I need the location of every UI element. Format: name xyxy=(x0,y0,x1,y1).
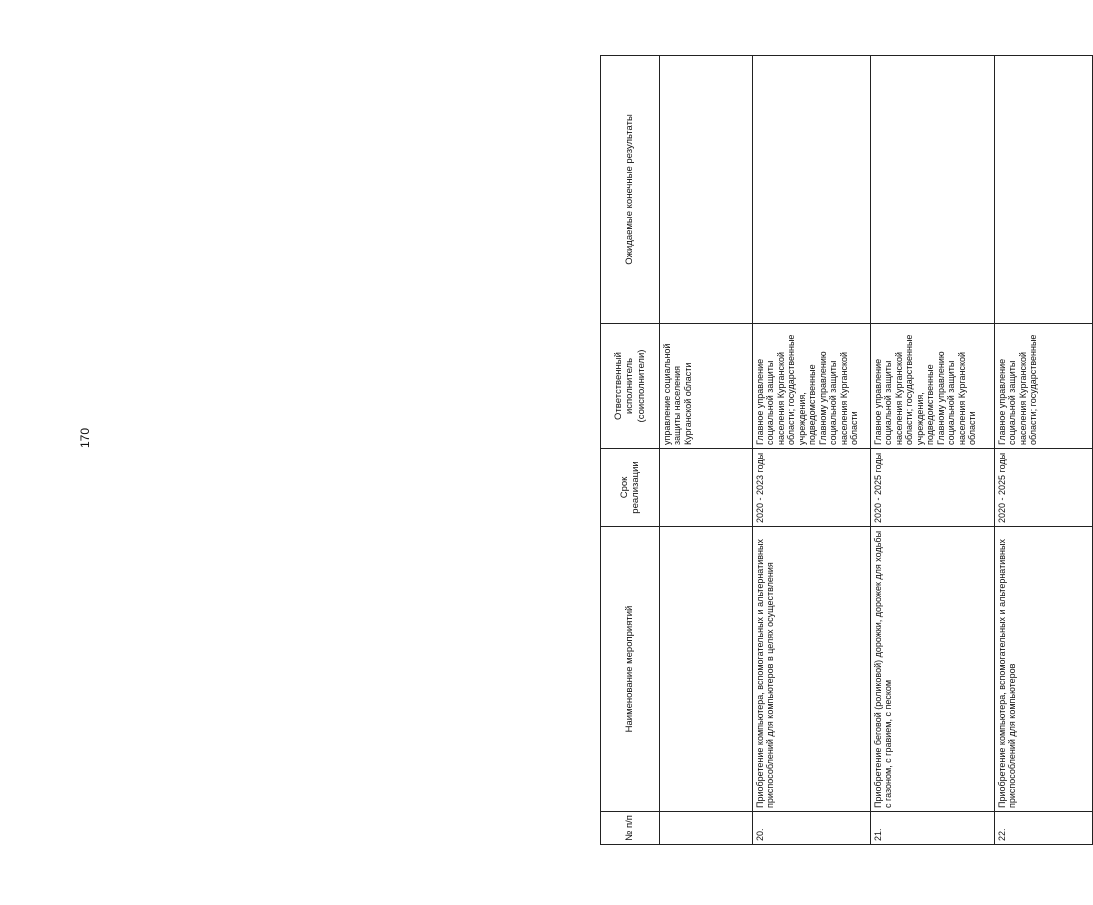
cell-num: 22. xyxy=(995,812,1093,845)
header-term: Срок реализации xyxy=(601,449,660,527)
cell-num xyxy=(660,812,753,845)
cell-event: Приобретение беговой (роликовой) дорожки, дорожек для ходьбы с газоном, с гравием, с песком xyxy=(871,527,995,812)
header-executor: Ответственный исполнитель (соисполнители) xyxy=(601,324,660,449)
cell-term: 2020 - 2025 годы xyxy=(871,449,995,527)
cell-event xyxy=(660,527,753,812)
cell-event: Приобретение компьютера, вспомогательных и альтернативных приспособлений для компьютеров в целях осуществления xyxy=(753,527,871,812)
table-row xyxy=(753,56,871,845)
cell-num: 21. xyxy=(871,812,995,845)
cell-result xyxy=(995,56,1093,324)
cell-executor: Главное управление социальной защиты населения Курганской области; государственные учреждения, подведомственные Главному управлению социальной защиты населения Курганской области xyxy=(753,324,871,449)
cell-term: 2020 - 2023 годы xyxy=(753,449,871,527)
cell-term: 2020 - 2025 годы xyxy=(995,449,1093,527)
cell-executor: управление социальной защиты населения Курганской области xyxy=(660,324,753,449)
events-table xyxy=(600,55,1093,845)
cell-executor: Главное управление социальной защиты населения Курганской области; государственные xyxy=(995,324,1093,449)
rotated-page-content xyxy=(600,55,1092,845)
header-event: Наименование мероприятий xyxy=(601,527,660,812)
table-row xyxy=(995,56,1093,845)
cell-executor: Главное управление социальной защиты населения Курганской области; государственные учреждения, подведомственные Главному управлению социальной защиты населения Курганской области xyxy=(871,324,995,449)
table-row xyxy=(871,56,995,845)
table-header-row xyxy=(601,56,660,845)
header-num: № п/п xyxy=(601,812,660,845)
page-number: 170 xyxy=(78,427,92,448)
cell-result xyxy=(660,56,753,324)
cell-result xyxy=(753,56,871,324)
table-row-continuation xyxy=(660,56,753,845)
cell-result xyxy=(871,56,995,324)
cell-num: 20. xyxy=(753,812,871,845)
cell-term xyxy=(660,449,753,527)
cell-event: Приобретение компьютера, вспомогательных и альтернативных приспособлений для компьютеров xyxy=(995,527,1093,812)
header-result: Ожидаемые конечные результаты xyxy=(601,56,660,324)
